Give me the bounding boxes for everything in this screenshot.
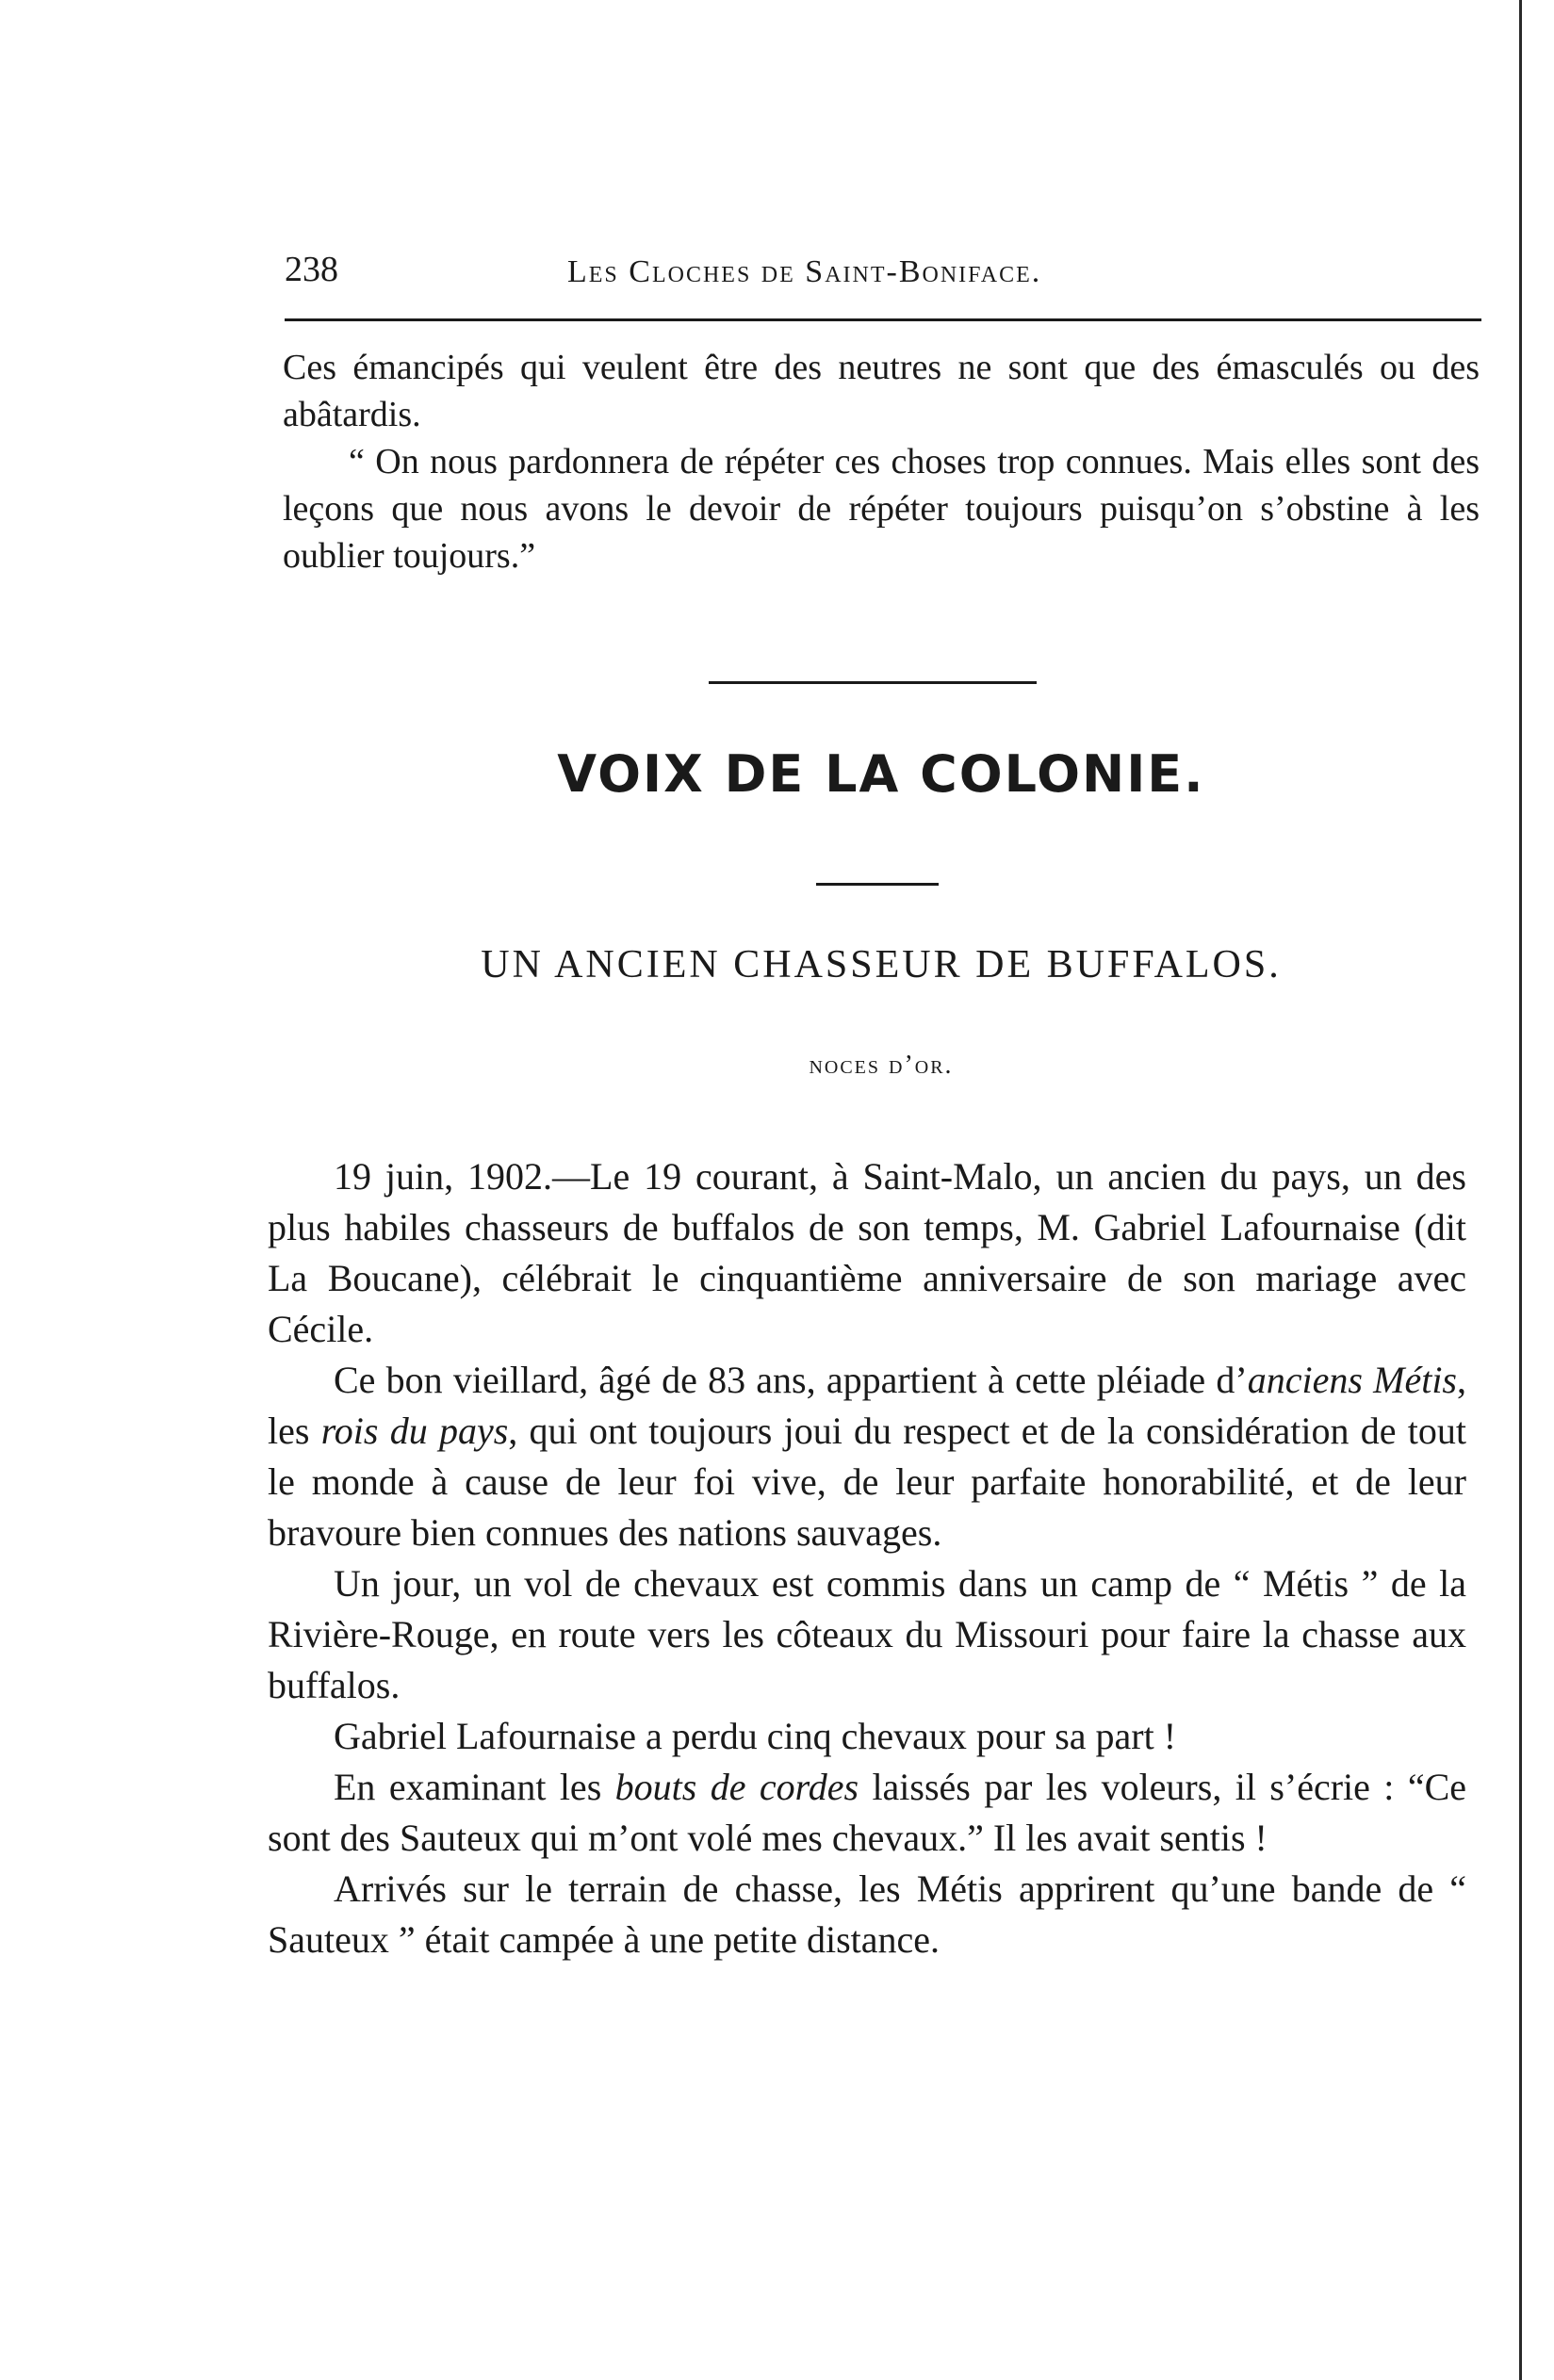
article-paragraph-2-part-e: , qui ont toujours joui du respect et de la considération de tout le monde à cause de leur foi vive, de leur parfaite honorabilité, et de leur bravoure bien connues des nations sauvages.	[268, 1410, 1466, 1554]
article-paragraph-2-part-c: , les	[268, 1359, 1466, 1452]
article-paragraph-2-italic-b: rois du pays	[320, 1410, 509, 1452]
article-paragraph-4: Gabriel Lafournaise a perdu cinq chevaux pour sa part !	[334, 1715, 1177, 1757]
article-paragraph-5-part-c: laissés par les voleurs, il s’écrie : “Ce sont des Sauteux qui m’ont volé mes chevaux.” Il les avait sentis !	[268, 1766, 1467, 1859]
article-text-block	[268, 1151, 1466, 1965]
article-paragraph-6: Arrivés sur le terrain de chasse, les Métis apprirent qu’une bande de “ Sauteux ” était campée à une petite distance.	[268, 1867, 1466, 1961]
article-paragraph-5-italic: bouts de cordes	[614, 1766, 859, 1808]
page-number: 238	[285, 250, 338, 289]
page-header	[285, 247, 1483, 303]
page-edge-line	[1519, 0, 1522, 2380]
intro-text-block	[283, 344, 1480, 579]
article-paragraph-5-part-a: En examinant les	[334, 1766, 615, 1808]
section-divider-rule	[709, 681, 1037, 684]
article-paragraph-3: Un jour, un vol de chevaux est commis dans un camp de “ Métis ” de la Rivière-Rouge, en route vers les côteaux du Missouri pour faire la chasse aux buffalos.	[268, 1562, 1466, 1706]
article-paragraph-2-part-a: Ce bon vieillard, âgé de 83 ans, appartient à cette pléiade d’	[334, 1359, 1248, 1401]
intro-paragraph-2: “ On nous pardonnera de répéter ces choses trop connues. Mais elles sont des leçons que nous avons le devoir de répéter toujours puisqu’on s’obstine à les oublier toujours.”	[283, 442, 1480, 576]
title-divider-rule	[816, 883, 939, 886]
section-title: VOIX DE LA COLONIE.	[557, 744, 1205, 804]
intro-paragraph-1: Ces émancipés qui veulent être des neutres ne sont que des émasculés ou des abâtardis.	[283, 348, 1480, 434]
running-title: Les Cloches de Saint-Boniface.	[567, 254, 1042, 289]
article-title: UN ANCIEN CHASSEUR DE BUFFALOS.	[481, 943, 1282, 986]
article-paragraph-2	[268, 1355, 1466, 1558]
header-rule	[285, 318, 1481, 321]
article-paragraph-1: 19 juin, 1902.—Le 19 courant, à Saint-Malo, un ancien du pays, un des plus habiles chasseurs de buffalos de son temps, M. Gabriel Lafournaise (dit La Boucane), célébrait le cinquantième anniversaire de son mariage avec Cécile.	[268, 1155, 1466, 1350]
article-paragraph-2-italic-a: anciens Métis	[1247, 1359, 1457, 1401]
article-subtitle: noces d’or.	[809, 1051, 954, 1080]
article-paragraph-5	[268, 1762, 1466, 1864]
